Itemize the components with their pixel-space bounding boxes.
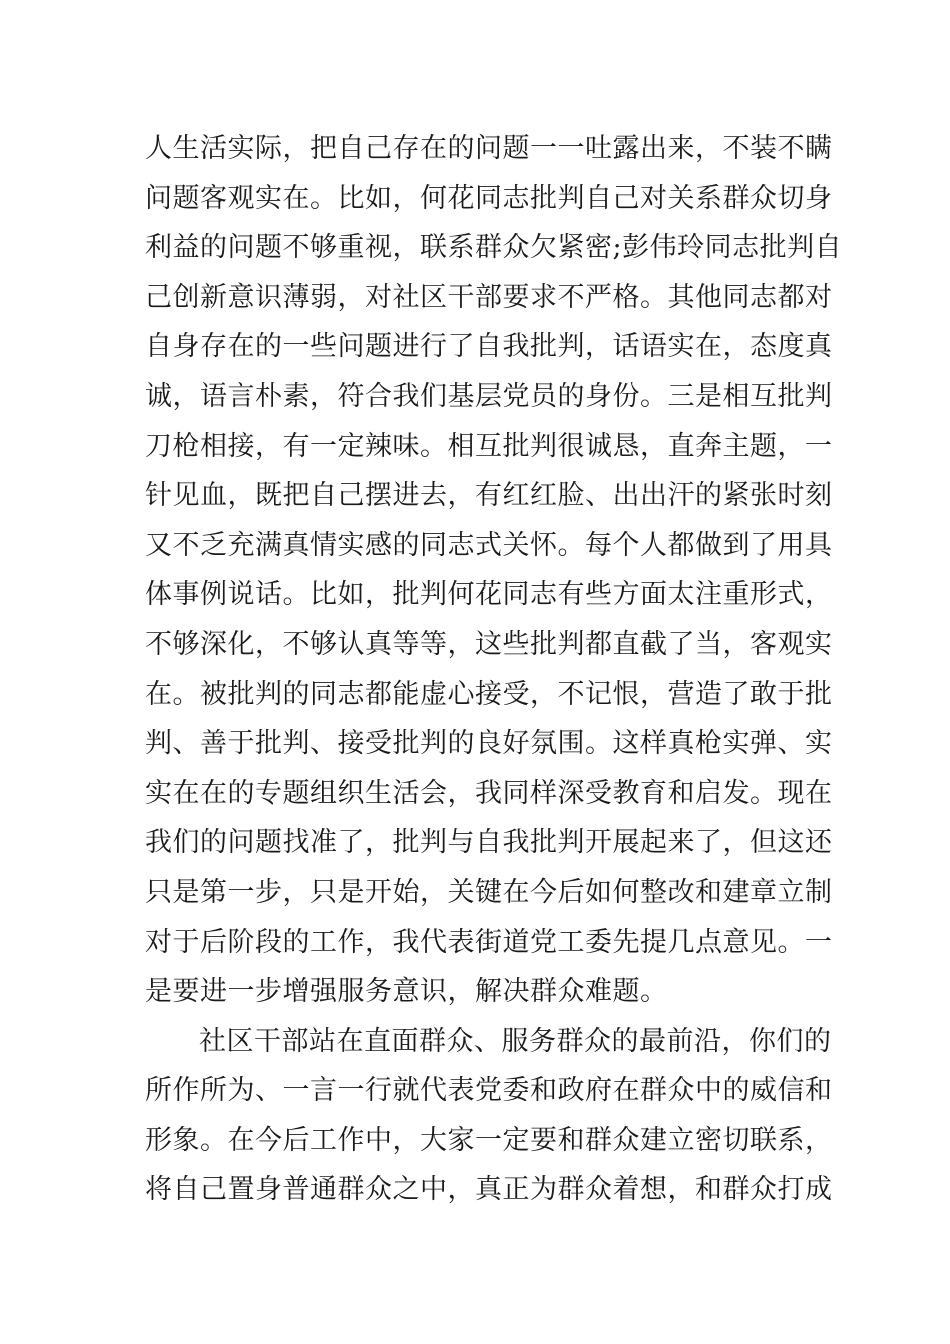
text-line: 所作所为、一言一行就代表党委和政府在群众中的威信和 — [145, 1075, 833, 1107]
text-line: 己创新意识薄弱，对社区干部要求不严格。其他同志都对 — [145, 281, 833, 313]
text-line: 不够深化，不够认真等等，这些批判都直截了当，客观实 — [145, 628, 833, 660]
text-line: 在。被批判的同志都能虚心接受，不记恨，营造了敢于批 — [145, 678, 833, 710]
text-line: 刀枪相接，有一定辣味。相互批判很诚恳，直奔主题，一 — [145, 430, 833, 462]
text-line: 社区干部站在直面群众、服务群众的最前沿，你们的 — [199, 1025, 832, 1057]
text-line: 人生活实际，把自己存在的问题一一吐露出来，不装不瞒 — [145, 133, 833, 164]
text-line: 又不乏充满真情实感的同志式关怀。每个人都做到了用具 — [145, 529, 833, 561]
text-line: 诚，语言朴素，符合我们基层党员的身份。三是相互批判 — [145, 380, 833, 412]
text-line: 我们的问题找准了，批判与自我批判开展起来了，但这还 — [145, 827, 833, 859]
text-line: 对于后阶段的工作，我代表街道党工委先提几点意见。一 — [145, 926, 833, 958]
text-line: 只是第一步，只是开始，关键在今后如何整改和建章立制 — [145, 876, 833, 908]
text-line: 利益的问题不够重视，联系群众欠紧密;彭伟玲同志批判自 — [145, 232, 843, 264]
text-line: 判、善于批判、接受批判的良好氛围。这样真枪实弹、实 — [145, 728, 833, 760]
text-line: 问题客观实在。比如，何花同志批判自己对关系群众切身 — [145, 182, 833, 214]
text-line: 将自己置身普通群众之中，真正为群众着想，和群众打成 — [145, 1174, 833, 1206]
text-line: 是要进一步增强服务意识，解决群众难题。 — [145, 976, 668, 1008]
body-text — [145, 124, 843, 1215]
text-line: 体事例说话。比如，批判何花同志有些方面太注重形式， — [145, 579, 833, 611]
text-line: 针见血，既把自己摆进去，有红红脸、出出汗的紧张时刻 — [145, 480, 833, 512]
text-line: 实在在的专题组织生活会，我同样深受教育和启发。现在 — [145, 777, 833, 809]
text-line: 形象。在今后工作中，大家一定要和群众建立密切联系， — [145, 1124, 833, 1156]
text-line: 自身存在的一些问题进行了自我批判，话语实在，态度真 — [145, 331, 833, 363]
